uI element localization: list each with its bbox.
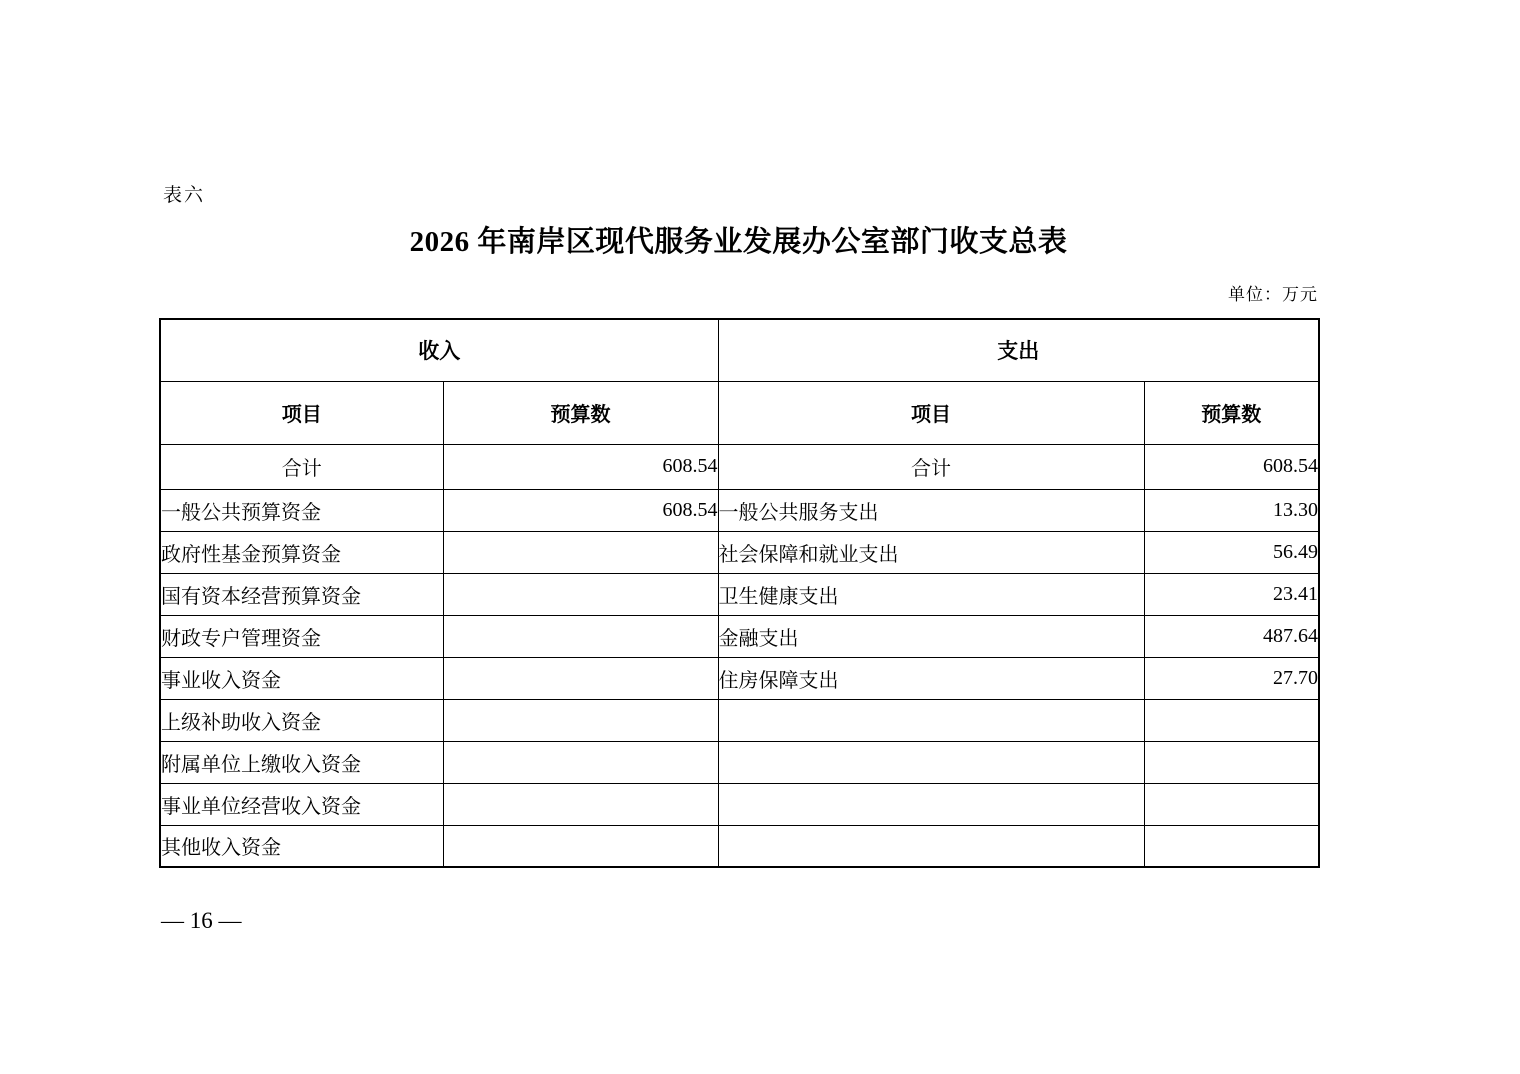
expenditure-value-cell: 608.54 xyxy=(1144,444,1319,489)
expenditure-item-cell xyxy=(718,699,1144,741)
column-header-row xyxy=(160,381,1319,444)
revenue-budget-column-header: 预算数 xyxy=(443,381,718,444)
unit-note: 单位：万元 xyxy=(1228,285,1318,304)
revenue-value-cell xyxy=(443,615,718,657)
expenditure-value-cell xyxy=(1144,783,1319,825)
expenditure-budget-column-header: 预算数 xyxy=(1144,381,1319,444)
page-number: — 16 — xyxy=(161,908,242,933)
table-row xyxy=(160,573,1319,615)
revenue-item-cell: 上级补助收入资金 xyxy=(160,699,443,741)
table-row xyxy=(160,783,1319,825)
expenditure-item-cell xyxy=(718,825,1144,867)
revenue-item-cell: 事业收入资金 xyxy=(160,657,443,699)
expenditure-value-cell: 27.70 xyxy=(1144,657,1319,699)
expenditure-value-cell: 13.30 xyxy=(1144,489,1319,531)
expenditure-item-cell xyxy=(718,783,1144,825)
page-title: 2026 年南岸区现代服务业发展办公室部门收支总表 xyxy=(409,226,1068,258)
table-row xyxy=(160,825,1319,867)
expenditure-item-cell xyxy=(718,741,1144,783)
revenue-value-cell xyxy=(443,825,718,867)
revenue-item-cell: 国有资本经营预算资金 xyxy=(160,573,443,615)
expenditure-item-cell: 一般公共服务支出 xyxy=(718,489,1144,531)
revenue-item-cell: 其他收入资金 xyxy=(160,825,443,867)
section-header-row xyxy=(160,319,1319,381)
revenue-item-cell: 政府性基金预算资金 xyxy=(160,531,443,573)
revenue-item-cell: 合计 xyxy=(160,444,443,489)
revenue-item-cell: 财政专户管理资金 xyxy=(160,615,443,657)
revenue-value-cell: 608.54 xyxy=(443,489,718,531)
table-row xyxy=(160,699,1319,741)
revenue-item-cell: 附属单位上缴收入资金 xyxy=(160,741,443,783)
expenditure-value-cell xyxy=(1144,825,1319,867)
expenditure-section-header: 支出 xyxy=(718,319,1319,381)
revenue-item-column-header: 项目 xyxy=(160,381,443,444)
revenue-value-cell xyxy=(443,699,718,741)
expenditure-value-cell xyxy=(1144,741,1319,783)
expenditure-item-column-header: 项目 xyxy=(718,381,1144,444)
revenue-item-cell: 一般公共预算资金 xyxy=(160,489,443,531)
table-row xyxy=(160,741,1319,783)
expenditure-item-cell: 住房保障支出 xyxy=(718,657,1144,699)
table-row xyxy=(160,615,1319,657)
expenditure-item-cell: 金融支出 xyxy=(718,615,1144,657)
table-row xyxy=(160,489,1319,531)
expenditure-item-cell: 卫生健康支出 xyxy=(718,573,1144,615)
revenue-value-cell xyxy=(443,573,718,615)
revenue-value-cell xyxy=(443,531,718,573)
expenditure-item-cell: 合计 xyxy=(718,444,1144,489)
expenditure-value-cell: 23.41 xyxy=(1144,573,1319,615)
table-row xyxy=(160,657,1319,699)
budget-summary-table xyxy=(159,318,1320,868)
revenue-section-header: 收入 xyxy=(160,319,718,381)
revenue-value-cell: 608.54 xyxy=(443,444,718,489)
expenditure-value-cell: 487.64 xyxy=(1144,615,1319,657)
revenue-value-cell xyxy=(443,741,718,783)
expenditure-value-cell xyxy=(1144,699,1319,741)
expenditure-item-cell: 社会保障和就业支出 xyxy=(718,531,1144,573)
revenue-value-cell xyxy=(443,783,718,825)
table-row-total xyxy=(160,444,1319,489)
table-row xyxy=(160,531,1319,573)
revenue-item-cell: 事业单位经营收入资金 xyxy=(160,783,443,825)
expenditure-value-cell: 56.49 xyxy=(1144,531,1319,573)
revenue-value-cell xyxy=(443,657,718,699)
table-number-label: 表六 xyxy=(163,185,206,206)
